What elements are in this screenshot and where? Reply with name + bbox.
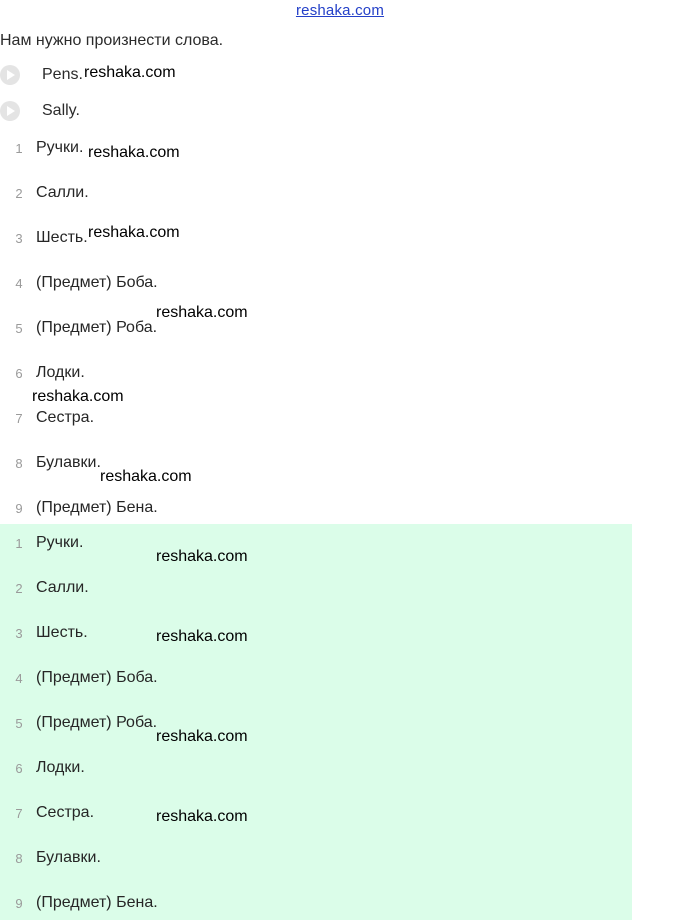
item-number: 6	[15, 761, 23, 776]
item-text: Ручки.	[36, 139, 84, 156]
site-watermark-link[interactable]: reshaka.com	[295, 2, 385, 19]
item-text: Булавки.	[36, 849, 101, 866]
item-number: 9	[15, 501, 23, 516]
list-item	[0, 849, 680, 869]
list-item	[0, 364, 680, 384]
item-text: (Предмет) Роба.	[36, 319, 158, 336]
audio-item-sally[interactable]	[0, 100, 80, 122]
item-number: 4	[15, 276, 23, 291]
watermark-text: reshaka.com	[156, 628, 248, 645]
item-number: 4	[15, 671, 23, 686]
list-item	[0, 274, 680, 294]
item-text: Лодки.	[36, 364, 85, 381]
item-number: 2	[15, 581, 23, 596]
list-item	[0, 499, 680, 519]
list-item	[0, 579, 680, 599]
item-text: Сестра.	[36, 804, 95, 821]
item-number: 8	[15, 851, 23, 866]
play-icon[interactable]	[0, 101, 20, 121]
item-number: 5	[15, 716, 23, 731]
item-text: Сестра.	[36, 409, 95, 426]
item-number: 7	[15, 806, 23, 821]
item-text: Шесть.	[36, 229, 88, 246]
item-number: 3	[15, 626, 23, 641]
list-item	[0, 624, 680, 644]
watermark-text: reshaka.com	[100, 468, 192, 485]
item-text: Булавки.	[36, 454, 101, 471]
item-number: 9	[15, 896, 23, 911]
watermark-text: reshaka.com	[156, 548, 248, 565]
item-text: (Предмет) Бена.	[36, 499, 158, 516]
watermark-text: reshaka.com	[32, 388, 124, 405]
item-number: 7	[15, 411, 23, 426]
list-item	[0, 319, 680, 339]
play-icon[interactable]	[0, 65, 20, 85]
watermark-text: reshaka.com	[88, 144, 180, 161]
item-text: (Предмет) Боба.	[36, 274, 158, 291]
item-number: 1	[15, 536, 23, 551]
list-item	[0, 534, 680, 554]
item-text: (Предмет) Бена.	[36, 894, 158, 911]
list-item	[0, 804, 680, 824]
watermark-text: reshaka.com	[156, 808, 248, 825]
watermark-text: reshaka.com	[156, 304, 248, 321]
list-item	[0, 184, 680, 204]
item-text: (Предмет) Роба.	[36, 714, 158, 731]
item-text: Салли.	[36, 184, 89, 201]
list-item	[0, 409, 680, 429]
item-text: (Предмет) Боба.	[36, 669, 158, 686]
list-item	[0, 759, 680, 779]
item-number: 3	[15, 231, 23, 246]
audio-label: Pens.	[42, 66, 83, 83]
item-text: Шесть.	[36, 624, 88, 641]
task-instruction: Нам нужно произнести слова.	[0, 32, 224, 49]
item-number: 6	[15, 366, 23, 381]
item-number: 5	[15, 321, 23, 336]
watermark-text: reshaka.com	[156, 728, 248, 745]
item-number: 8	[15, 456, 23, 471]
item-number: 2	[15, 186, 23, 201]
audio-item-pens[interactable]	[0, 64, 83, 86]
item-number: 1	[15, 141, 23, 156]
item-text: Ручки.	[36, 534, 84, 551]
list-item	[0, 894, 680, 914]
list-item	[0, 669, 680, 689]
list-item	[0, 714, 680, 734]
audio-label: Sally.	[42, 102, 80, 119]
watermark-text: reshaka.com	[88, 224, 180, 241]
item-text: Лодки.	[36, 759, 85, 776]
watermark-text: reshaka.com	[84, 64, 176, 81]
item-text: Салли.	[36, 579, 89, 596]
